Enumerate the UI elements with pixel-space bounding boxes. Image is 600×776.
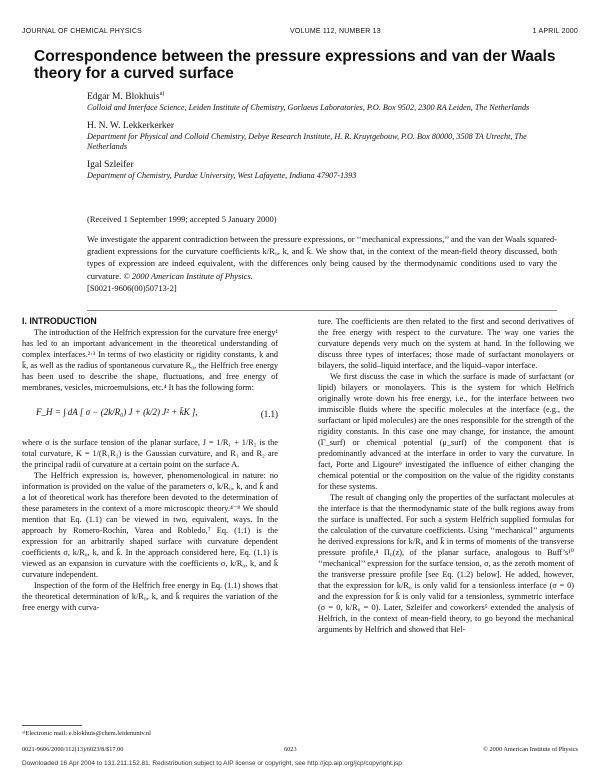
abstract: We investigate the apparent contradiction between the pressure expressions, or ‘‘mechanical expressions,’’ and the van der Waals squared-gradient expressions for the curvature coefficients k/R₀, k, and k̄. We show that, in the context of the mean-field theory discussed, both types of expression are indeed equivalent, with the differences only being caused by the thermodynamic conditions used to vary the curvature. © 2000 American Institute of Physics. [S0021-9606(00)50713-2] — [87, 234, 557, 293]
author-block — [87, 88, 557, 187]
footnote-divider — [22, 725, 82, 726]
author-affiliation: Department for Physical and Colloid Chemistry, Debye Research Institute, H. R. Kruytgebouw, P.O. Box 80000, 3508 TA Utrecht, The Netherlands — [87, 131, 527, 152]
paragraph: We first discuss the case in which the surface is made of surfactant (or lipid) bilayers or monolayers. This is the system for which Helfrich originally wrote down his free energy, i.e., for the interface between two immiscible fluids where the specific molecules at the interface (e.g., the surfactant or lipid molecules) are the ones responsible for the strength of the rigidity constants. In this case one may change, for instance, the amount (Γ_surf) or chemical potential (μ_surf) of the component that is predominantly advanced at the interface in order to vary the curvature. In fact, Porte and Ligoure⁹ investigated the influence of either changing the chemical potential or the composition on the value of the rigidity constants for these systems. — [318, 372, 574, 491]
doi: [S0021-9606(00)50713-2] — [87, 282, 177, 293]
footer-copyright: © 2000 American Institute of Physics — [483, 746, 578, 753]
author-affiliation: Colloid and Interface Science, Leiden Institute of Chemistry, Gorlaeus Laboratories, P.O. Box 9502, 2300 RA Leiden, The Netherlands — [87, 103, 530, 113]
journal-name: JOURNAL OF CHEMICAL PHYSICS — [22, 28, 143, 35]
author-name: Edgar M. Blokhuis$^{a)}$ — [87, 91, 165, 103]
footnote: ᵃ⁾Electronic mail: e.blokhuis@chem.leidenuniv.nl — [22, 730, 151, 737]
download-notice: Downloaded 16 Apr 2004 to 131.211.152.81. Redistribution subject to AIP license or copyright, see http://jcp.aip.org/jcp/copyright.jsp — [22, 760, 402, 767]
issue-date: 1 APRIL 2000 — [532, 28, 578, 35]
right-column — [318, 316, 574, 635]
section-heading: I. INTRODUCTION — [22, 316, 97, 326]
paragraph: ture. The coefficients are then related to the first and second derivatives of the free energy with respect to the curvature. The way one varies the curvature depends very much on the system at hand. In the following we discuss three types of interfaces; those made of surfactant monolayers or bilayers, the solid–liquid interface, and the liquid–vapor interface. — [318, 317, 574, 370]
page-number: 6023 — [284, 746, 297, 753]
author-name: H. N. W. Lekkerkerker — [87, 120, 175, 131]
equation-number: (1.1) — [260, 409, 278, 419]
paragraph: where σ is the surface tension of the planar surface, J = 1/R₁ + 1/R₂ is the total curvature, K = 1/(R₁R₂) is the Gaussian curvature, and R₁ and R₂ are the principal radii of curvature at a certain point on the surface A. — [22, 438, 278, 469]
author-affiliation: Department of Chemistry, Purdue University, West Lafayette, Indiana 47907-1393 — [87, 170, 357, 180]
copyright-line: © 2000 American Institute of Physics. — [123, 270, 253, 281]
author-name: Igal Szleifer — [87, 159, 134, 170]
equation-1-1 — [22, 397, 278, 433]
paragraph: Inspection of the form of the Helfrich free energy in Eq. (1.1) shows that the theoretical determination of k/R₀, k, and k̄ requires the variation of the free energy with curva- — [22, 581, 278, 612]
equation-body: F_H = ∫ dA [ σ − (2k/R₀) J + (k/2) J² + k̄K ], — [36, 407, 198, 417]
paragraph: The Helfrich expression is, however, phenomenological in nature: no information is provided on the value of the parameters σ, k/R₀, k, and k̄ and a lot of theoretical work has therefore been devoted to the determination of these parameters in the context of a more microscopic theory.⁴⁻⁸ We should mention that Eq. (1.1) can be viewed in two, equivalent, ways. In the approach by Romero-Rochín, Varea and Robledo,⁷ Eq. (1.1) is the expression for an arbitrarily shaped surface with curvature dependent coefficients σ, k/R₀, k, and k̄. In the approach considered here, Eq. (1.1) is viewed as an expansion in curvature with the coefficients σ, k/R₀, k, and k̄ curvature independent. — [22, 471, 278, 579]
left-column — [22, 316, 278, 613]
article-title: Correspondence between the pressure expressions and van der Waals theory for a curved surface — [34, 48, 556, 82]
footer-code: 0021-9606/2000/112(13)/6023/8/$17.00 — [22, 746, 124, 753]
paragraph: The result of changing only the properties of the surfactant molecules at the interface is that the thermodynamic state of the bulk regions away from the surface is unaffected. For such a system Helfrich supplied formulas for the calculation of the curvature coefficients. Using ‘‘mechanical’’ arguments he derived expressions for k/R₀ and k̄ in terms of moments of the transverse pressure profile,⁴ Π₀(z), of the planar surface, analogous to Buff’s¹⁰ ‘‘mechanical’’ expression for the surface tension, σ, as the zeroth moment of the transverse pressure profile [see Eq. (1.2) below]. He added, however, that the expression for k/R₀ is only valid for a tensionless interface (σ = 0) and the expression for k̄ is only valid for a tensionless, symmetric interface (σ = 0, k/R₀ = 0). Later, Szleifer and coworkers⁵ extended the analysis of Helfrich, in the context of mean-field theory, to go beyond the mechanical arguments by Helfrich and showed that Hel- — [318, 493, 574, 634]
paragraph: The introduction of the Helfrich expression for the curvature free energy¹ has led to an important advancement in the theoretical understanding of complex interfaces.²·³ In terms of two elasticity or rigidity constants, k and k̄, as well as the radius of spontaneous curvature R₀, the Helfrich free energy has been used to describe the shape, fluctuations, and free energy of membranes, vesicles, microemulsions, etc.⁴ It has the following form: — [22, 328, 278, 392]
volume-number: VOLUME 112, NUMBER 13 — [290, 28, 381, 35]
received-dates: (Received 1 September 1999; accepted 5 January 2000) — [87, 214, 277, 224]
abstract-divider — [87, 310, 557, 311]
